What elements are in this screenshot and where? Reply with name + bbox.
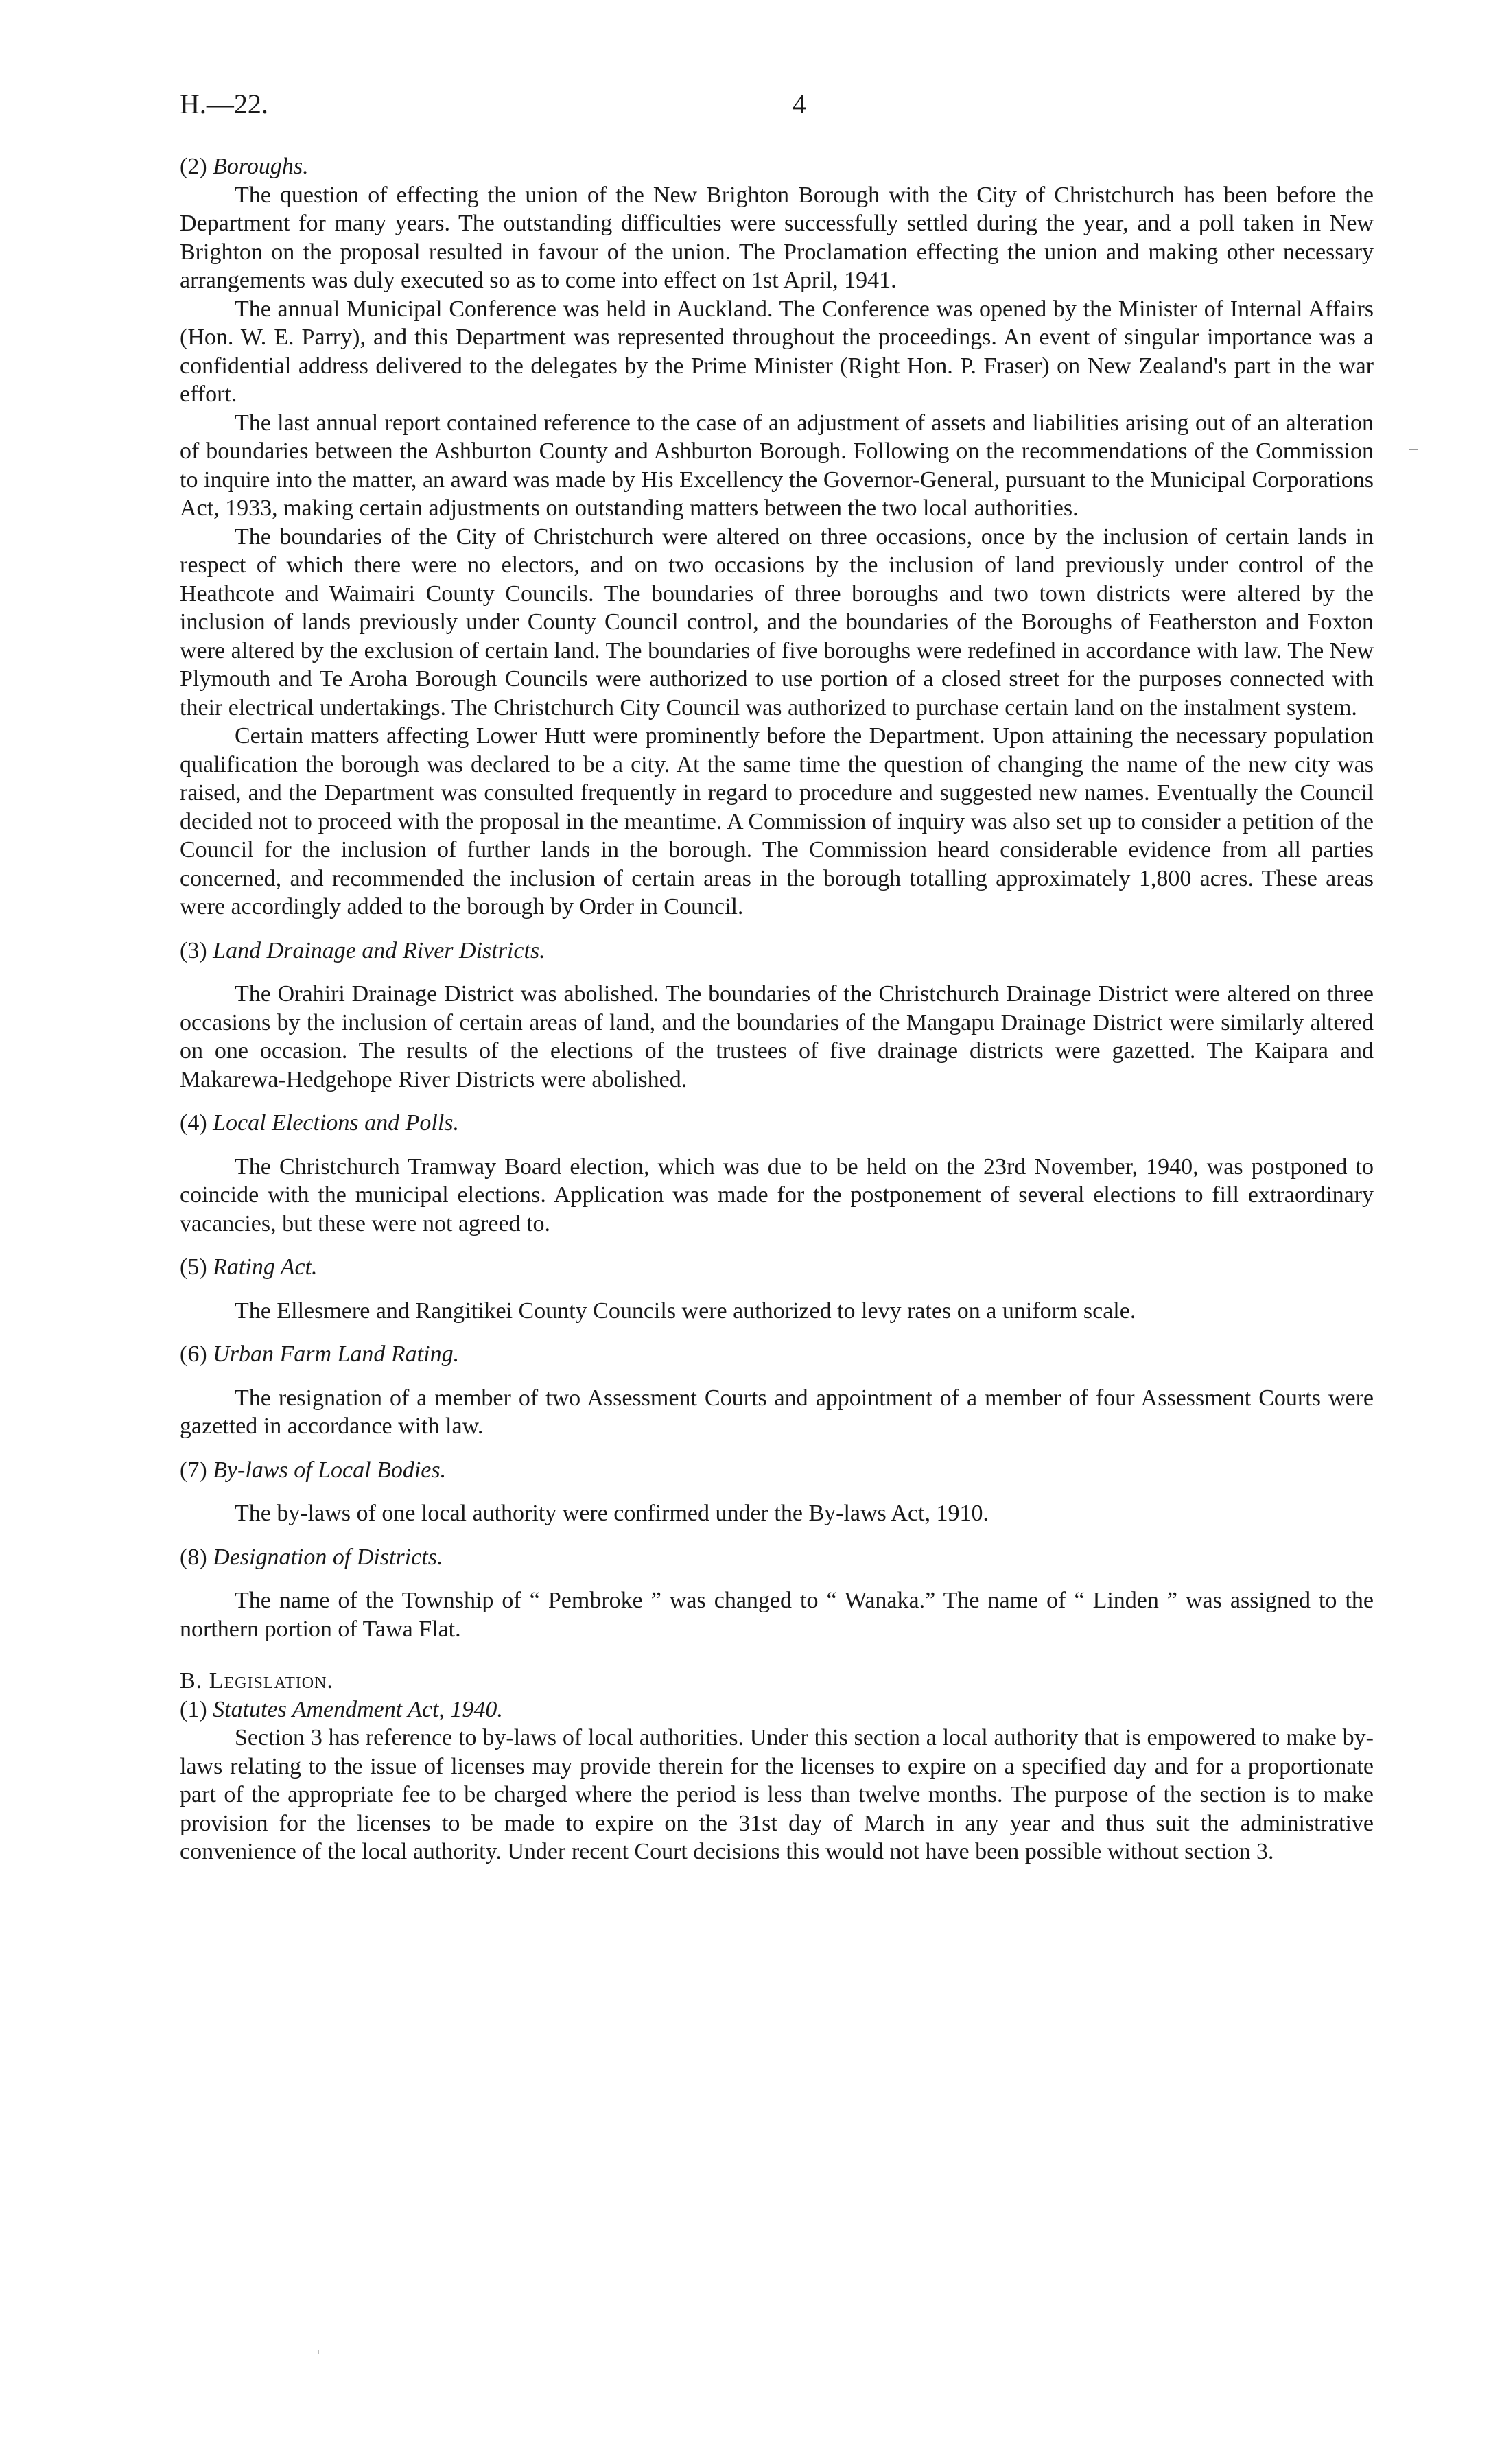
section-heading: [180, 937, 1374, 965]
section-designation-of-districts: [180, 1543, 1374, 1644]
section-number: (5): [180, 1254, 207, 1280]
scan-speck: [318, 2350, 319, 2354]
page-header: [180, 88, 1374, 129]
paragraph: The resignation of a member of two Assessment Courts and appointment of a member of four Assessment Courts were gazetted in accordance with law.: [180, 1385, 1374, 1439]
section-number: (3): [180, 937, 207, 963]
paragraph: The annual Municipal Conference was held in Auckland. The Conference was opened by the Minister of Internal Affairs (Hon. W. E. Parry), and this Department was represented throughout the proceedings. An event of singular importance was a confidential address delivered to the delegates by the Prime Minister (Right Hon. P. Fraser) on New Zealand's part in the war effort.: [180, 296, 1374, 407]
section-heading: [180, 152, 1374, 181]
margin-mark: [1409, 449, 1418, 450]
section-number: (2): [180, 154, 207, 179]
section-title: Local Elections and Polls.: [213, 1110, 460, 1136]
paragraph: The name of the Township of “ Pembroke ” was changed to “ Wanaka.” The name of “ Linden ” was assigned to the northern portion of Tawa Flat.: [180, 1588, 1374, 1642]
section-heading: [180, 1456, 1374, 1485]
section-heading: [180, 1543, 1374, 1572]
paragraph: The last annual report contained reference to the case of an adjustment of assets and liabilities arising out of an alteration of boundaries between the Ashburton County and Ashburton Borough. Following on the recommendations of the Commission to inquire into the matter, an award was made by His Excellency the Governor-General, pursuant to the Municipal Corporations Act, 1933, making certain adjustments on outstanding matters between the two local authorities.: [180, 410, 1374, 521]
section-number: (8): [180, 1544, 207, 1570]
page-number: 4: [793, 89, 806, 119]
section-title: Designation of Districts.: [213, 1544, 443, 1570]
part-b-legislation: [180, 1667, 1374, 1866]
part-title: Legislation.: [209, 1668, 333, 1693]
section-title: Rating Act.: [213, 1254, 318, 1280]
section-rating-act: [180, 1253, 1374, 1325]
section-title: Urban Farm Land Rating.: [213, 1341, 460, 1367]
section-title: Land Drainage and River Districts.: [213, 937, 545, 963]
section-by-laws: [180, 1456, 1374, 1528]
section-boroughs: [180, 152, 1374, 922]
document-reference: H.—22.: [180, 89, 268, 119]
paragraph: The Christchurch Tramway Board election, which was due to be held on the 23rd November, 1940, was postponed to coincide with the municipal elections. Application was made for the postponement of several elections to fill extraordinary vacancies, but these were not agreed to.: [180, 1153, 1374, 1236]
section-heading: [180, 1109, 1374, 1138]
part-heading: [180, 1667, 1374, 1696]
paragraph: Section 3 has reference to by-laws of local authorities. Under this section a local authority that is empowered to make by-laws relating to the issue of licenses may provide therein for the licenses to expire on a specified day and for a proportionate part of the appropriate fee to be charged where the period is less than twelve months. The purpose of the section is to make provision for the licenses to be made to expire on the 31st day of March in any year and thus suit the administrative convenience of the local authority. Under recent Court decisions this would not have been possible without section 3.: [180, 1725, 1374, 1864]
section-heading: [180, 1696, 1374, 1724]
section-land-drainage: [180, 937, 1374, 1094]
section-title: By-laws of Local Bodies.: [213, 1457, 447, 1483]
paragraph: The question of effecting the union of the New Brighton Borough with the City of Christchurch has been before the Department for many years. The outstanding difficulties were successfully settled during the year, and a poll taken in New Brighton on the proposal resulted in favour of the union. The Proclamation effecting the union and making other necessary arrangements was duly executed so as to come into effect on 1st April, 1941.: [180, 182, 1374, 293]
part-letter: B.: [180, 1668, 203, 1693]
paragraph: The Orahiri Drainage District was abolished. The boundaries of the Christchurch Drainage District were altered on three occasions by the inclusion of certain areas of land, and the boundaries of the Mangapu Drainage District were similarly altered on one occasion. The results of the elections of the trustees of five drainage districts were gazetted. The Kaipara and Makarewa-Hedgehope River Districts were abolished.: [180, 981, 1374, 1092]
section-number: (7): [180, 1457, 207, 1483]
section-heading: [180, 1253, 1374, 1282]
paragraph: The by-laws of one local authority were confirmed under the By-laws Act, 1910.: [235, 1501, 989, 1526]
paragraph: Certain matters affecting Lower Hutt were prominently before the Department. Upon attaining the necessary population qualification the borough was declared to be a city. At the same time the question of changing the name of the new city was raised, and the Department was consulted frequently in regard to procedure and suggested new names. Eventually the Council decided not to proceed with the proposal in the meantime. A Commission of inquiry was also set up to consider a petition of the Council for the inclusion of further lands in the borough. The Commission heard considerable evidence from all parties concerned, and recommended the inclusion of certain areas in the borough totalling approximately 1,800 acres. These areas were accordingly added to the borough by Order in Council.: [180, 723, 1374, 919]
section-number: (6): [180, 1341, 207, 1367]
section-urban-farm-land-rating: [180, 1340, 1374, 1441]
section-heading: [180, 1340, 1374, 1369]
paragraph: The Ellesmere and Rangitikei County Councils were authorized to levy rates on a uniform scale.: [235, 1298, 1136, 1324]
section-number: (1): [180, 1696, 207, 1722]
paragraph: The boundaries of the City of Christchurch were altered on three occasions, once by the inclusion of certain lands in respect of which there were no electors, and on two occasions by the inclusion of land previously under control of the Heathcote and Waimairi County Councils. The boundaries of three boroughs and two town districts were altered by the inclusion of lands previously under County Council control, and the boundaries of the Boroughs of Featherston and Foxton were altered by the exclusion of certain land. The boundaries of five boroughs were redefined in accordance with law. The New Plymouth and Te Aroha Borough Councils were authorized to use portion of a closed street for the purposes connected with their electrical undertakings. The Christchurch City Council was authorized to purchase certain land on the instalment system.: [180, 524, 1374, 720]
section-title: Statutes Amendment Act, 1940.: [213, 1696, 503, 1722]
section-title: Boroughs.: [213, 154, 309, 179]
document-body: [180, 152, 1374, 1866]
section-local-elections: [180, 1109, 1374, 1238]
section-number: (4): [180, 1110, 207, 1136]
